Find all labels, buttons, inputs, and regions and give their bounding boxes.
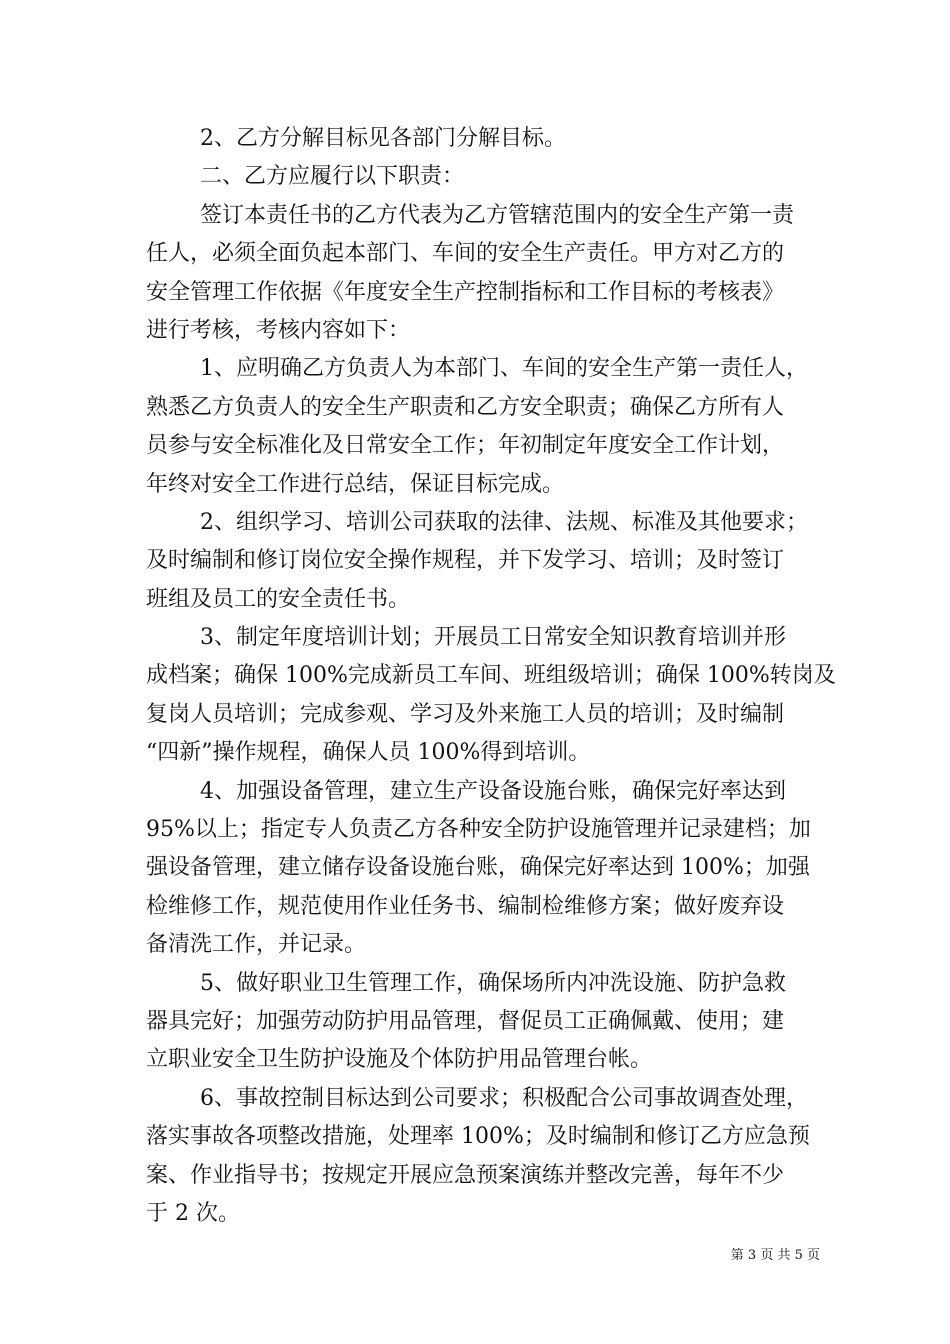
text-line: 4、加强设备管理，建立生产设备设施台账，确保完好率达到 <box>200 778 786 804</box>
text-line: 班组及员工的安全责任书。 <box>146 586 411 612</box>
text-line: 检维修工作，规范使用作业任务书、编制检维修方案；做好废弃设 <box>146 893 785 919</box>
text-line: 立职业安全卫生防护设施及个体防护用品管理台帐。 <box>146 1047 653 1073</box>
text-line: 5、做好职业卫生管理工作，确保场所内冲洗设施、防护急救 <box>200 970 786 996</box>
text-line: 2、组织学习、培训公司获取的法律、法规、标准及其他要求； <box>200 509 808 535</box>
text-line: 落实事故各项整改措施，处理率 100%；及时编制和修订乙方应急预 <box>146 1124 810 1150</box>
text-line: 复岗人员培训；完成参观、学习及外来施工人员的培训；及时编制 <box>146 701 785 727</box>
text-line: 任人，必须全面负起本部门、车间的安全生产责任。甲方对乙方的 <box>146 241 785 267</box>
text-line: 强设备管理，建立储存设备设施台账，确保完好率达到 100%；加强 <box>146 855 810 881</box>
text-line: “四新”操作规程，确保人员 100%得到培训。 <box>146 740 591 766</box>
document-body <box>146 120 836 1233</box>
text-line: 案、作业指导书；按规定开展应急预案演练并整改完善，每年不少 <box>146 1162 785 1188</box>
text-line: 6、事故控制目标达到公司要求；积极配合公司事故调查处理， <box>200 1085 808 1111</box>
text-line: 器具完好；加强劳动防护用品管理，督促员工正确佩戴、使用；建 <box>146 1008 785 1034</box>
text-line: 备清洗工作，并记录。 <box>146 932 367 958</box>
text-line: 熟悉乙方负责人的安全生产职责和乙方安全职责；确保乙方所有人 <box>146 394 785 420</box>
page-number: 第 3 页 共 5 页 <box>730 1248 820 1263</box>
text-line: 年终对安全工作进行总结，保证目标完成。 <box>146 471 565 497</box>
text-line: 1、应明确乙方负责人为本部门、车间的安全生产第一责任人， <box>200 356 808 382</box>
text-line: 及时编制和修订岗位安全操作规程，并下发学习、培训；及时签订 <box>146 548 785 574</box>
text-line: 95%以上；指定专人负责乙方各种安全防护设施管理并记录建档；加 <box>146 817 811 843</box>
text-line: 安全管理工作依据《年度安全生产控制指标和工作目标的考核表》 <box>146 279 785 305</box>
text-line: 于 2 次。 <box>146 1200 240 1226</box>
text-line: 成档案；确保 100%完成新员工车间、班组级培训；确保 100%转岗及 <box>146 663 836 689</box>
text-line: 2、乙方分解目标见各部门分解目标。 <box>200 126 566 151</box>
section-heading: 二、乙方应履行以下职责： <box>200 164 465 190</box>
text-line: 签订本责任书的乙方代表为乙方管辖范围内的安全生产第一责 <box>200 202 795 228</box>
text-line: 3、制定年度培训计划；开展员工日常安全知识教育培训并形 <box>200 625 786 651</box>
text-line: 员参与安全标准化及日常安全工作；年初制定年度安全工作计划， <box>146 433 785 459</box>
text-line: 进行考核，考核内容如下： <box>146 317 411 343</box>
